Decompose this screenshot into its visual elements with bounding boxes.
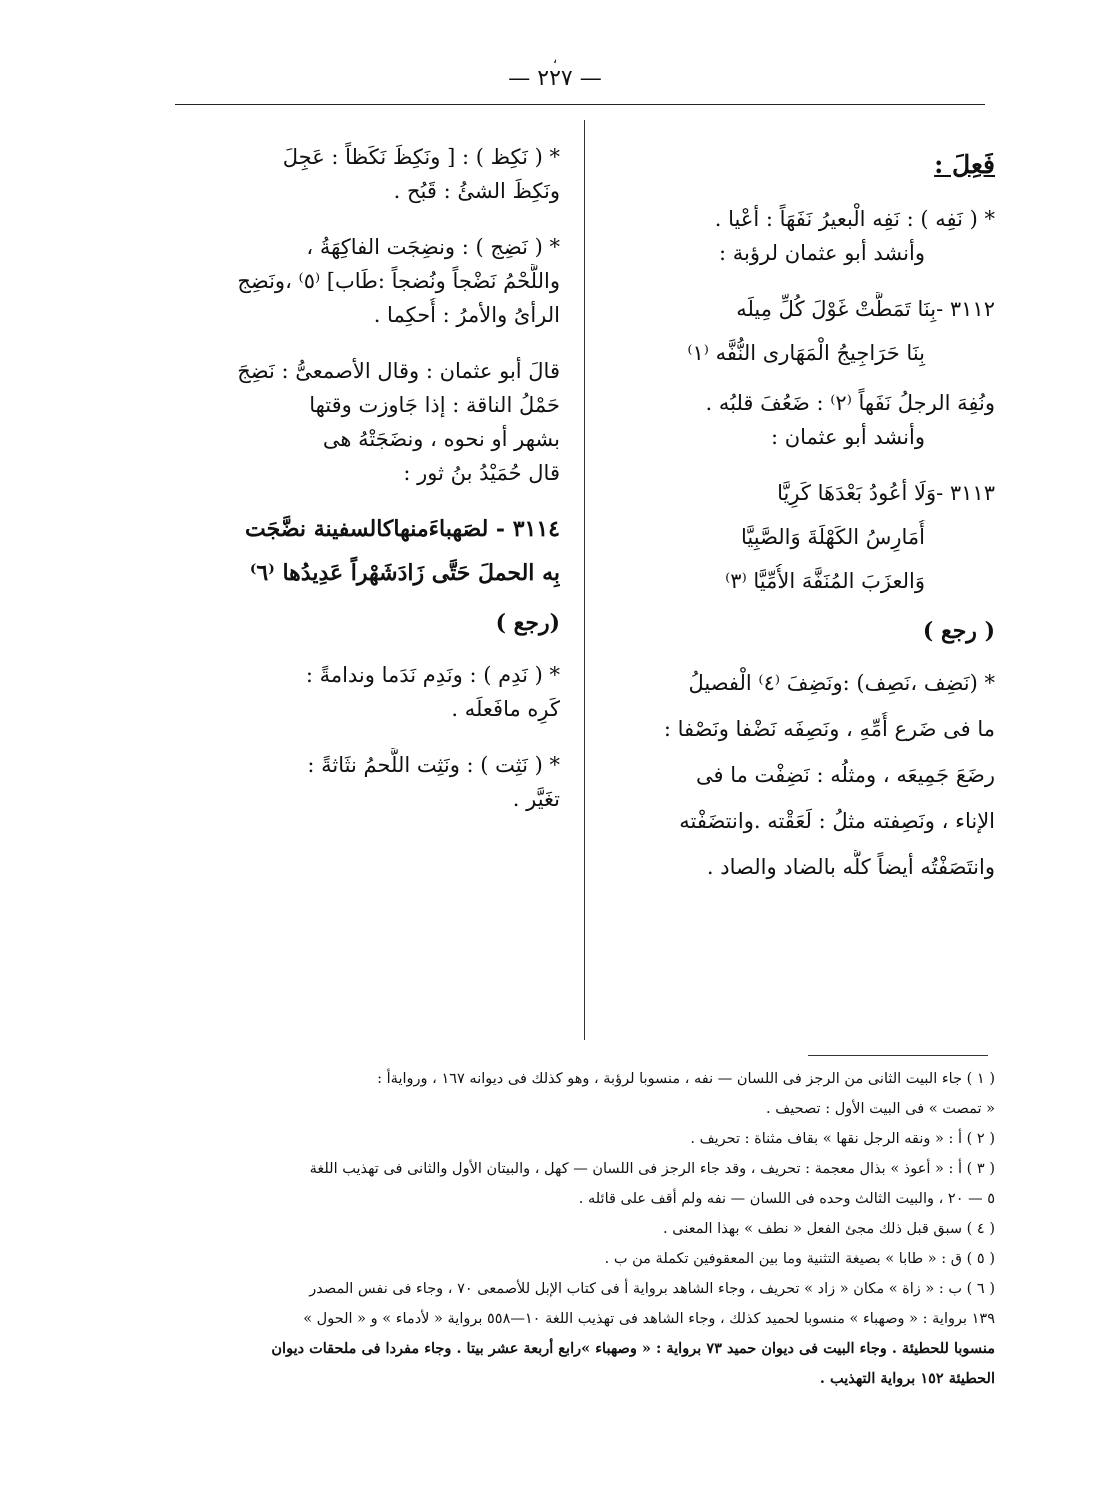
text-line: * ( نَفِه ) : نَفِه الْبعيرُ نَفَهَاً : أعْيا . [714, 207, 995, 231]
text-line: وانتَصَفْتُه أيضاً كلُّه بالضاد والصاد . [706, 855, 995, 879]
text-line: رضَعَ جَمِيعَه ، ومثلُه : نَضِفْت ما فى [695, 763, 995, 787]
verse-line: بِه الحملَ حَتَّى زَادَشَهْراً عَدِيدُها ⁽٦⁾ [249, 560, 560, 586]
text-line: قال حُمَيْدُ بنُ ثور : [403, 461, 560, 485]
text-line: تغَيَّر . [512, 787, 560, 811]
verse-line: وَالعزَبَ المُنَفَّهَ الأُمِّيَّا ⁽٣⁾ [725, 569, 925, 593]
page-number: — ٢٢٧ — [508, 66, 602, 91]
footnote-line: ( ٦ ) ب : « زاة » مكان « زاد » تحريف ، وجاء الشاهد برواية أ فى كتاب الإبل للأصمعى ٧٠ ، وجاء فى نفس المصدر [309, 1281, 995, 1297]
column-divider [584, 120, 585, 1040]
footnote-line: ( ٢ ) أ : « ونقه الرجل نقها » بقاف مثناة : تحريف . [690, 1131, 995, 1147]
rajaz-label: ( رجع ) [922, 618, 995, 644]
entry-nadij [160, 230, 560, 332]
text-line: واللَّحْمُ نَضْجاً ونُضجاً :طَاب] ⁽٥⁾ ،ونَضِج [237, 269, 560, 293]
text-line: ونَكِظَ الشئُ : قَبُح . [393, 179, 560, 203]
text-line: * ( نَدِم ) : ونَدِم نَدَما وندامةً : [305, 663, 560, 687]
rajaz-label: (رجع ) [495, 610, 560, 636]
entry-nathit [160, 748, 560, 816]
footnote-line: ( ٥ ) ق : « طابا » بصيغة التثنية وما بين المعقوفين تكملة من ب . [604, 1251, 995, 1267]
footnote-line: ٥ — ٢٠ ، والبيت الثالث وحده فى اللسان — نفه ولم أقف على قائله . [578, 1191, 995, 1207]
text-line: ما فى ضَرع أُمِّهِ ، ونَصِفَه نَضْفا ونَصْفا : [663, 717, 995, 741]
text-line: وأنشد أبو عثمان لرؤبة : [719, 241, 925, 265]
text-line: الرأىُ والأمرُ : أُحكِما . [373, 303, 560, 327]
text-line: كَرِه مافَعلَه . [451, 697, 560, 721]
text-line: * ( نَضِج ) : ونضِجَت الفاكِهَةُ ، [306, 235, 560, 259]
verse-line: أُمَارِسُ الكَهْلَةَ وَالصَّبِيَّا [741, 525, 925, 549]
left-column [160, 130, 560, 838]
text-line: * ( نَثِت ) : ونَثِت اللَّحمُ نثَاثةً : [307, 753, 560, 777]
verse-3114 [160, 512, 560, 590]
header-rule [175, 104, 985, 105]
text-line: وأنشد أبو عثمان : [770, 425, 925, 449]
footnote-line: منسوبا للحطيئة . وجاء البيت فى ديوان حميد ٧٣ برواية : « وصهباء »رابع أربعة عشر بيتا . وجاء مفردا فى ملحقات ديوان [271, 1340, 995, 1357]
verse-3112 [600, 292, 995, 370]
footnote-line: « تمصت » فى البيت الأول : تصحيف . [766, 1101, 995, 1117]
footnote-rule [808, 1055, 988, 1056]
section-heading: فَعِلَ : [934, 150, 995, 179]
verse-line: ٣١١٢ -بِنَا تَمَطَّتْ غَوْلَ كُلِّ مِيلَه [736, 297, 995, 321]
footnotes [170, 1064, 995, 1394]
footnote-line: ١٣٩ برواية : « وصهباء » منسوبا لحميد كذلك ، وجاء الشاهد فى تهذيب اللغة ١٠—٥٥٨ برواية « لأدماء » و « الحول » [303, 1311, 995, 1327]
verse-3113 [600, 476, 995, 598]
footnote-line: الحطيئة ١٥٢ برواية التهذيب . [819, 1370, 995, 1387]
footnote-line: ( ٤ ) سبق قبل ذلك مجئ الفعل « نطف » بهذا المعنى . [663, 1221, 995, 1237]
text-line: الإناء ، ونَصِفته مثلُ : لَعَقْته .وانتضَفْته [679, 809, 995, 833]
right-column [600, 130, 995, 906]
entry-nakiz [160, 140, 560, 208]
text-line: قالَ أبو عثمان : وقال الأصمعىُّ : نَضِجَ [237, 359, 560, 383]
footnote-line: ( ٣ ) أ : « أعوذ » بذال معجمة : تحريف ، وقد جاء الرجز فى اللسان — كهل ، والبيتان الأول والثانى فى تهذيب اللغة [309, 1161, 995, 1177]
entry-nadim [160, 658, 560, 726]
text-line: * (نَضِف ،نَصِف) :ونَضِفَ ⁽٤⁾ الْفصيلُ [688, 671, 995, 695]
entry-nufih [600, 386, 995, 454]
text-line: حَمْلُ الناقة : إذا جَاوزت وقتها [309, 393, 560, 417]
verse-line: بِنَا حَرَاجِيجُ الْمَهَارى النُّفَّه ⁽١⁾ [687, 341, 925, 365]
footnote-line: ( ١ ) جاء البيت الثانى من الرجز فى اللسان — نفه ، منسوبا لرؤبة ، وهو كذلك فى ديوانه ١٦٧ ، وروايةأ : [377, 1071, 995, 1087]
entry-nafih [600, 202, 995, 270]
entry-asmai [160, 354, 560, 490]
verse-line: ٣١١٤ - لصَهباءَمنهاكالسفينة نضَّجَت [245, 516, 560, 542]
header-mark: ، [552, 51, 558, 67]
text-line: ونُفِهَ الرجلُ نَفَهاً ⁽٢⁾ : ضَعُفَ قلبُه . [705, 391, 995, 415]
verse-line: ٣١١٣ -وَلَا أعُودُ بَعْدَهَا كَرِيَّا [777, 481, 995, 505]
text-line: * ( نَكِظ ) : [ ونَكِظَ نَكَظاً : عَجِلَ [282, 145, 560, 169]
text-line: بشهر أو نحوه ، ونضَجَتْهُ هى [322, 427, 560, 451]
entry-nadif [600, 666, 995, 884]
page-header [0, 52, 1110, 91]
